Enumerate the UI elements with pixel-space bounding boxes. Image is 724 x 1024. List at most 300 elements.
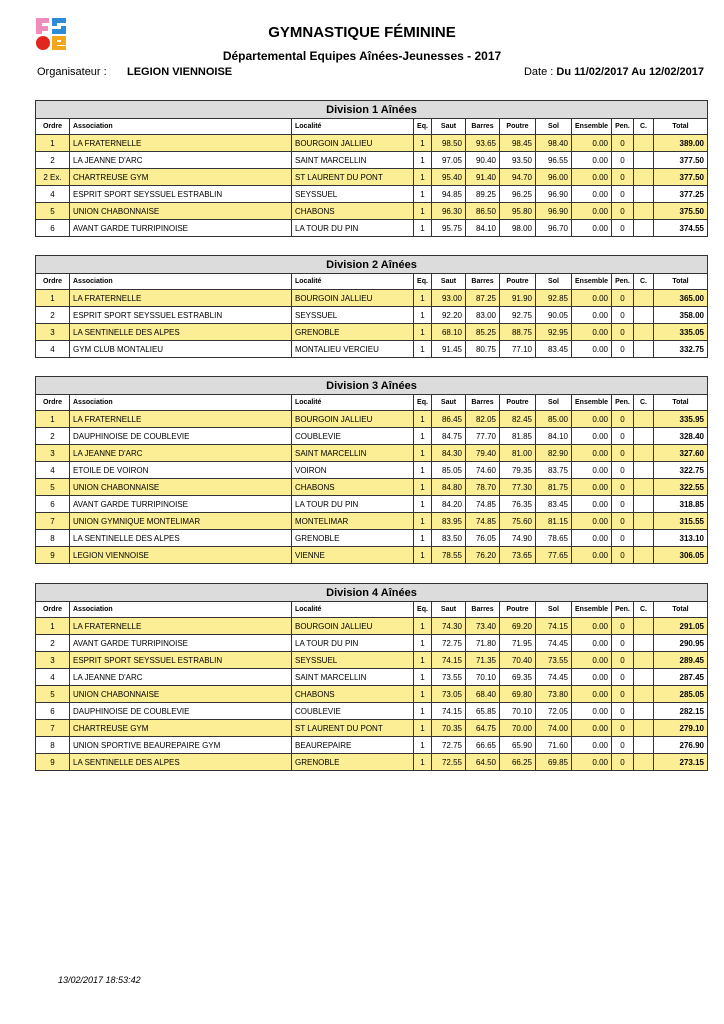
table-cell: 82.45 (500, 411, 536, 428)
table-cell: 289.45 (654, 652, 708, 669)
division-title: Division 2 Aînées (36, 256, 708, 274)
table-cell: 0 (612, 635, 634, 652)
table-cell: SAINT MARCELLIN (292, 669, 414, 686)
table-cell: 74.45 (536, 635, 572, 652)
table-cell: 90.05 (536, 307, 572, 324)
table-cell: SAINT MARCELLIN (292, 445, 414, 462)
table-cell: 0.00 (572, 341, 612, 358)
table-cell: VIENNE (292, 547, 414, 564)
table-cell: 77.70 (466, 428, 500, 445)
table-cell: SEYSSUEL (292, 186, 414, 203)
table-row (36, 737, 708, 754)
table-row (36, 479, 708, 496)
table-cell: 0 (612, 324, 634, 341)
table-cell: ESPRIT SPORT SEYSSUEL ESTRABLIN (70, 652, 292, 669)
table-cell: 0 (612, 186, 634, 203)
table-row (36, 754, 708, 771)
table-cell: 98.40 (536, 135, 572, 152)
table-cell: 72.55 (432, 754, 466, 771)
table-cell: 78.70 (466, 479, 500, 496)
column-header: Sol (536, 395, 572, 411)
table-cell: 4 (36, 462, 70, 479)
table-cell: 0.00 (572, 635, 612, 652)
table-cell (634, 530, 654, 547)
table-cell: 1 (414, 530, 432, 547)
table-cell: 96.55 (536, 152, 572, 169)
table-cell: 73.40 (466, 618, 500, 635)
table-cell: 0.00 (572, 720, 612, 737)
table-cell: 1 (414, 703, 432, 720)
table-cell (634, 411, 654, 428)
table-cell: SEYSSUEL (292, 307, 414, 324)
table-cell: 85.00 (536, 411, 572, 428)
table-cell: CHABONS (292, 479, 414, 496)
column-header: Association (70, 395, 292, 411)
table-cell: 328.40 (654, 428, 708, 445)
table-cell: 0 (612, 737, 634, 754)
table-cell (634, 220, 654, 237)
table-row (36, 652, 708, 669)
table-cell: 77.30 (500, 479, 536, 496)
table-cell: 84.10 (466, 220, 500, 237)
table-cell: 87.25 (466, 290, 500, 307)
table-cell: 72.05 (536, 703, 572, 720)
table-cell: 96.25 (500, 186, 536, 203)
column-header: Total (654, 602, 708, 618)
table-cell: 0 (612, 411, 634, 428)
table-cell (634, 547, 654, 564)
table-cell: 5 (36, 686, 70, 703)
date-label: Date : (523, 66, 554, 78)
table-cell: 74.15 (432, 703, 466, 720)
table-cell: BEAUREPAIRE (292, 737, 414, 754)
table-cell: 78.65 (536, 530, 572, 547)
table-cell: 98.45 (500, 135, 536, 152)
table-cell: ESPRIT SPORT SEYSSUEL ESTRABLIN (70, 307, 292, 324)
table-cell: GRENOBLE (292, 530, 414, 547)
table-row (36, 530, 708, 547)
table-cell: 1 (414, 635, 432, 652)
table-cell: 98.50 (432, 135, 466, 152)
table-cell: 1 (414, 669, 432, 686)
table-cell: 0 (612, 169, 634, 186)
table-cell: 0.00 (572, 652, 612, 669)
column-header: Eq. (414, 274, 432, 290)
column-header: Poutre (500, 602, 536, 618)
table-cell: 70.10 (466, 669, 500, 686)
table-cell: 0.00 (572, 737, 612, 754)
table-cell (634, 618, 654, 635)
table-cell: 71.80 (466, 635, 500, 652)
table-cell (634, 635, 654, 652)
table-cell: 93.00 (432, 290, 466, 307)
table-row (36, 635, 708, 652)
table-cell: 332.75 (654, 341, 708, 358)
table-cell: CHABONS (292, 203, 414, 220)
table-cell: 287.45 (654, 669, 708, 686)
table-cell: 94.85 (432, 186, 466, 203)
table-cell: 71.95 (500, 635, 536, 652)
table-cell: 273.15 (654, 754, 708, 771)
table-cell: 80.75 (466, 341, 500, 358)
table-cell: 88.75 (500, 324, 536, 341)
table-cell: 70.40 (500, 652, 536, 669)
table-cell: 83.00 (466, 307, 500, 324)
table-cell: 1 (414, 737, 432, 754)
table-cell: 96.30 (432, 203, 466, 220)
table-cell: 70.35 (432, 720, 466, 737)
table-cell: 1 (414, 428, 432, 445)
table-cell: GRENOBLE (292, 754, 414, 771)
column-header: Poutre (500, 274, 536, 290)
column-header: Ensemble (572, 274, 612, 290)
table-cell: 377.25 (654, 186, 708, 203)
table-cell: 0.00 (572, 135, 612, 152)
table-cell: MONTELIMAR (292, 513, 414, 530)
table-cell: 96.90 (536, 203, 572, 220)
table-cell: 0.00 (572, 669, 612, 686)
table-cell: 1 (414, 618, 432, 635)
table-cell: 65.85 (466, 703, 500, 720)
table-cell: 92.95 (536, 324, 572, 341)
table-cell: 1 (414, 324, 432, 341)
table-cell: 83.95 (432, 513, 466, 530)
table-cell: LA SENTINELLE DES ALPES (70, 754, 292, 771)
table-cell (634, 479, 654, 496)
table-cell: 335.05 (654, 324, 708, 341)
table-cell: 1 (414, 513, 432, 530)
table-cell: 0.00 (572, 220, 612, 237)
table-cell: GRENOBLE (292, 324, 414, 341)
table-cell: 0.00 (572, 686, 612, 703)
column-header: Poutre (500, 119, 536, 135)
table-cell: 78.55 (432, 547, 466, 564)
table-cell: BOURGOIN JALLIEU (292, 618, 414, 635)
table-cell (634, 445, 654, 462)
table-cell: 83.75 (536, 462, 572, 479)
table-cell (634, 290, 654, 307)
table-cell: 84.20 (432, 496, 466, 513)
table-cell: 68.10 (432, 324, 466, 341)
table-cell: 0 (612, 686, 634, 703)
table-cell: 322.75 (654, 462, 708, 479)
table-cell (634, 720, 654, 737)
table-cell: 1 (36, 290, 70, 307)
table-cell: 71.35 (466, 652, 500, 669)
table-cell: 6 (36, 220, 70, 237)
table-cell: 74.00 (536, 720, 572, 737)
table-cell: 91.90 (500, 290, 536, 307)
table-cell: 74.30 (432, 618, 466, 635)
table-cell: 0 (612, 703, 634, 720)
table-row (36, 411, 708, 428)
column-header: Barres (466, 119, 500, 135)
table-cell: 83.45 (536, 341, 572, 358)
table-cell: 73.05 (432, 686, 466, 703)
table-cell: 0.00 (572, 462, 612, 479)
table-cell: 7 (36, 720, 70, 737)
table-cell: 0 (612, 428, 634, 445)
table-cell: 84.75 (432, 428, 466, 445)
table-cell: UNION GYMNIQUE MONTELIMAR (70, 513, 292, 530)
table-cell: 77.65 (536, 547, 572, 564)
table-cell: 81.15 (536, 513, 572, 530)
column-header: Eq. (414, 602, 432, 618)
table-cell: 1 (414, 720, 432, 737)
division-2 (35, 255, 707, 358)
table-cell: 1 (414, 411, 432, 428)
table-cell: 0.00 (572, 445, 612, 462)
column-header: Ordre (36, 602, 70, 618)
organizer-name: LEGION VIENNOISE (127, 66, 233, 78)
table-cell: 0 (612, 203, 634, 220)
table-cell: 82.90 (536, 445, 572, 462)
table-cell: 1 (36, 618, 70, 635)
table-cell (634, 341, 654, 358)
table-cell: 94.70 (500, 169, 536, 186)
table-cell: 83.50 (432, 530, 466, 547)
table-cell: GYM CLUB MONTALIEU (70, 341, 292, 358)
table-cell (634, 152, 654, 169)
table-cell: 389.00 (654, 135, 708, 152)
table-cell: LEGION VIENNOISE (70, 547, 292, 564)
table-row (36, 290, 708, 307)
table-row (36, 513, 708, 530)
table-cell (634, 703, 654, 720)
table-cell: DAUPHINOISE DE COUBLEVIE (70, 428, 292, 445)
table-cell: 1 (414, 203, 432, 220)
table-row (36, 169, 708, 186)
table-cell: 0.00 (572, 169, 612, 186)
column-header: Ensemble (572, 395, 612, 411)
table-cell: LA TOUR DU PIN (292, 635, 414, 652)
table-cell: 8 (36, 530, 70, 547)
table-cell: 69.35 (500, 669, 536, 686)
table-cell: AVANT GARDE TURRIPINOISE (70, 220, 292, 237)
table-row (36, 152, 708, 169)
table-row (36, 618, 708, 635)
table-cell: 375.50 (654, 203, 708, 220)
table-cell: 91.45 (432, 341, 466, 358)
division-title: Division 1 Aînées (36, 101, 708, 119)
table-cell: 86.45 (432, 411, 466, 428)
table-cell: 276.90 (654, 737, 708, 754)
results-table (35, 255, 708, 358)
column-header: Sol (536, 119, 572, 135)
table-cell: 81.85 (500, 428, 536, 445)
table-cell: 97.05 (432, 152, 466, 169)
column-header: Ensemble (572, 119, 612, 135)
table-cell: UNION CHABONNAISE (70, 479, 292, 496)
table-cell: 95.80 (500, 203, 536, 220)
table-cell: 1 (414, 496, 432, 513)
table-cell (634, 135, 654, 152)
table-cell: 86.50 (466, 203, 500, 220)
table-cell: 365.00 (654, 290, 708, 307)
column-header: Total (654, 395, 708, 411)
column-header: Eq. (414, 119, 432, 135)
table-cell: 96.00 (536, 169, 572, 186)
table-cell: 73.55 (536, 652, 572, 669)
table-cell: AVANT GARDE TURRIPINOISE (70, 635, 292, 652)
table-cell: 75.60 (500, 513, 536, 530)
table-cell: 0.00 (572, 152, 612, 169)
table-cell: 0.00 (572, 307, 612, 324)
table-row (36, 686, 708, 703)
table-cell: 0 (612, 220, 634, 237)
table-cell: 64.50 (466, 754, 500, 771)
table-cell: 69.80 (500, 686, 536, 703)
table-cell: SEYSSUEL (292, 652, 414, 669)
column-header: Ordre (36, 119, 70, 135)
table-cell: COUBLEVIE (292, 428, 414, 445)
table-cell: 84.10 (536, 428, 572, 445)
table-row (36, 428, 708, 445)
column-header: Barres (466, 602, 500, 618)
table-cell: 82.05 (466, 411, 500, 428)
table-cell: 74.15 (432, 652, 466, 669)
table-cell: 98.00 (500, 220, 536, 237)
table-cell: 74.85 (466, 496, 500, 513)
table-cell: 92.85 (536, 290, 572, 307)
table-cell: 5 (36, 479, 70, 496)
table-cell: 92.75 (500, 307, 536, 324)
table-cell: 70.00 (500, 720, 536, 737)
table-cell: 7 (36, 513, 70, 530)
table-cell: 1 (414, 445, 432, 462)
table-cell: 0.00 (572, 513, 612, 530)
table-cell: 374.55 (654, 220, 708, 237)
print-timestamp: 13/02/2017 18:53:42 (58, 975, 141, 985)
table-cell: 69.20 (500, 618, 536, 635)
table-cell: 327.60 (654, 445, 708, 462)
table-cell: 322.55 (654, 479, 708, 496)
table-cell: 9 (36, 754, 70, 771)
table-cell (634, 324, 654, 341)
table-cell: ST LAURENT DU PONT (292, 720, 414, 737)
table-cell: CHABONS (292, 686, 414, 703)
table-cell: 0.00 (572, 618, 612, 635)
table-cell: UNION SPORTIVE BEAUREPAIRE GYM (70, 737, 292, 754)
table-cell: 84.30 (432, 445, 466, 462)
table-cell: 0 (612, 513, 634, 530)
table-cell: 0 (612, 496, 634, 513)
table-cell: 65.90 (500, 737, 536, 754)
table-cell: 66.25 (500, 754, 536, 771)
table-cell: UNION CHABONNAISE (70, 203, 292, 220)
table-cell: 3 (36, 324, 70, 341)
table-cell (634, 428, 654, 445)
column-header: Association (70, 274, 292, 290)
page-title: GYMNASTIQUE FÉMININE (268, 24, 456, 41)
table-cell: LA JEANNE D'ARC (70, 669, 292, 686)
table-cell: 79.40 (466, 445, 500, 462)
table-cell (634, 496, 654, 513)
table-row (36, 324, 708, 341)
table-cell: 83.45 (536, 496, 572, 513)
table-cell: 71.60 (536, 737, 572, 754)
table-cell: 291.05 (654, 618, 708, 635)
table-cell: 4 (36, 341, 70, 358)
table-cell: 73.55 (432, 669, 466, 686)
table-cell: 6 (36, 703, 70, 720)
table-cell: BOURGOIN JALLIEU (292, 290, 414, 307)
column-header: Ensemble (572, 602, 612, 618)
table-cell: LA TOUR DU PIN (292, 496, 414, 513)
column-header: Localité (292, 602, 414, 618)
table-cell: 95.40 (432, 169, 466, 186)
table-row (36, 703, 708, 720)
table-cell: 69.85 (536, 754, 572, 771)
organizer-label: Organisateur : (37, 66, 107, 78)
table-cell: 0 (612, 547, 634, 564)
results-table (35, 100, 708, 237)
table-cell: 1 (36, 411, 70, 428)
column-header: C. (634, 602, 654, 618)
table-cell: 92.20 (432, 307, 466, 324)
table-cell (634, 513, 654, 530)
table-cell: 74.60 (466, 462, 500, 479)
table-cell: 0 (612, 720, 634, 737)
table-cell: 3 (36, 445, 70, 462)
table-cell: 1 (414, 341, 432, 358)
table-row (36, 203, 708, 220)
table-cell: 0.00 (572, 703, 612, 720)
table-cell: 1 (414, 652, 432, 669)
table-cell: 0 (612, 307, 634, 324)
table-cell: LA SENTINELLE DES ALPES (70, 530, 292, 547)
column-header: C. (634, 274, 654, 290)
table-cell: 2 (36, 635, 70, 652)
table-cell (634, 652, 654, 669)
table-cell: 279.10 (654, 720, 708, 737)
results-table (35, 376, 708, 564)
table-cell: UNION CHABONNAISE (70, 686, 292, 703)
table-cell: 0 (612, 530, 634, 547)
table-cell: 85.05 (432, 462, 466, 479)
table-cell: 0.00 (572, 754, 612, 771)
table-cell: 4 (36, 669, 70, 686)
table-cell: 1 (414, 307, 432, 324)
column-header: Localité (292, 395, 414, 411)
table-cell: 315.55 (654, 513, 708, 530)
table-cell: 79.35 (500, 462, 536, 479)
table-row (36, 462, 708, 479)
table-cell: 70.10 (500, 703, 536, 720)
table-cell: 0.00 (572, 428, 612, 445)
division-title: Division 3 Aînées (36, 377, 708, 395)
table-cell: 1 (414, 686, 432, 703)
column-header: Ordre (36, 274, 70, 290)
page-subtitle: Départemental Equipes Aînées-Jeunesses - 2017 (222, 49, 502, 63)
table-cell: 0.00 (572, 411, 612, 428)
table-cell: 93.65 (466, 135, 500, 152)
table-row (36, 720, 708, 737)
table-cell (634, 186, 654, 203)
table-cell: 0 (612, 445, 634, 462)
table-cell: 1 (36, 135, 70, 152)
table-cell: 96.70 (536, 220, 572, 237)
column-header: Pen. (612, 274, 634, 290)
table-cell: 4 (36, 186, 70, 203)
table-cell: 66.65 (466, 737, 500, 754)
table-cell: LA FRATERNELLE (70, 290, 292, 307)
table-cell: 8 (36, 737, 70, 754)
table-row (36, 135, 708, 152)
column-header: Saut (432, 119, 466, 135)
table-cell: 290.95 (654, 635, 708, 652)
table-cell (634, 754, 654, 771)
